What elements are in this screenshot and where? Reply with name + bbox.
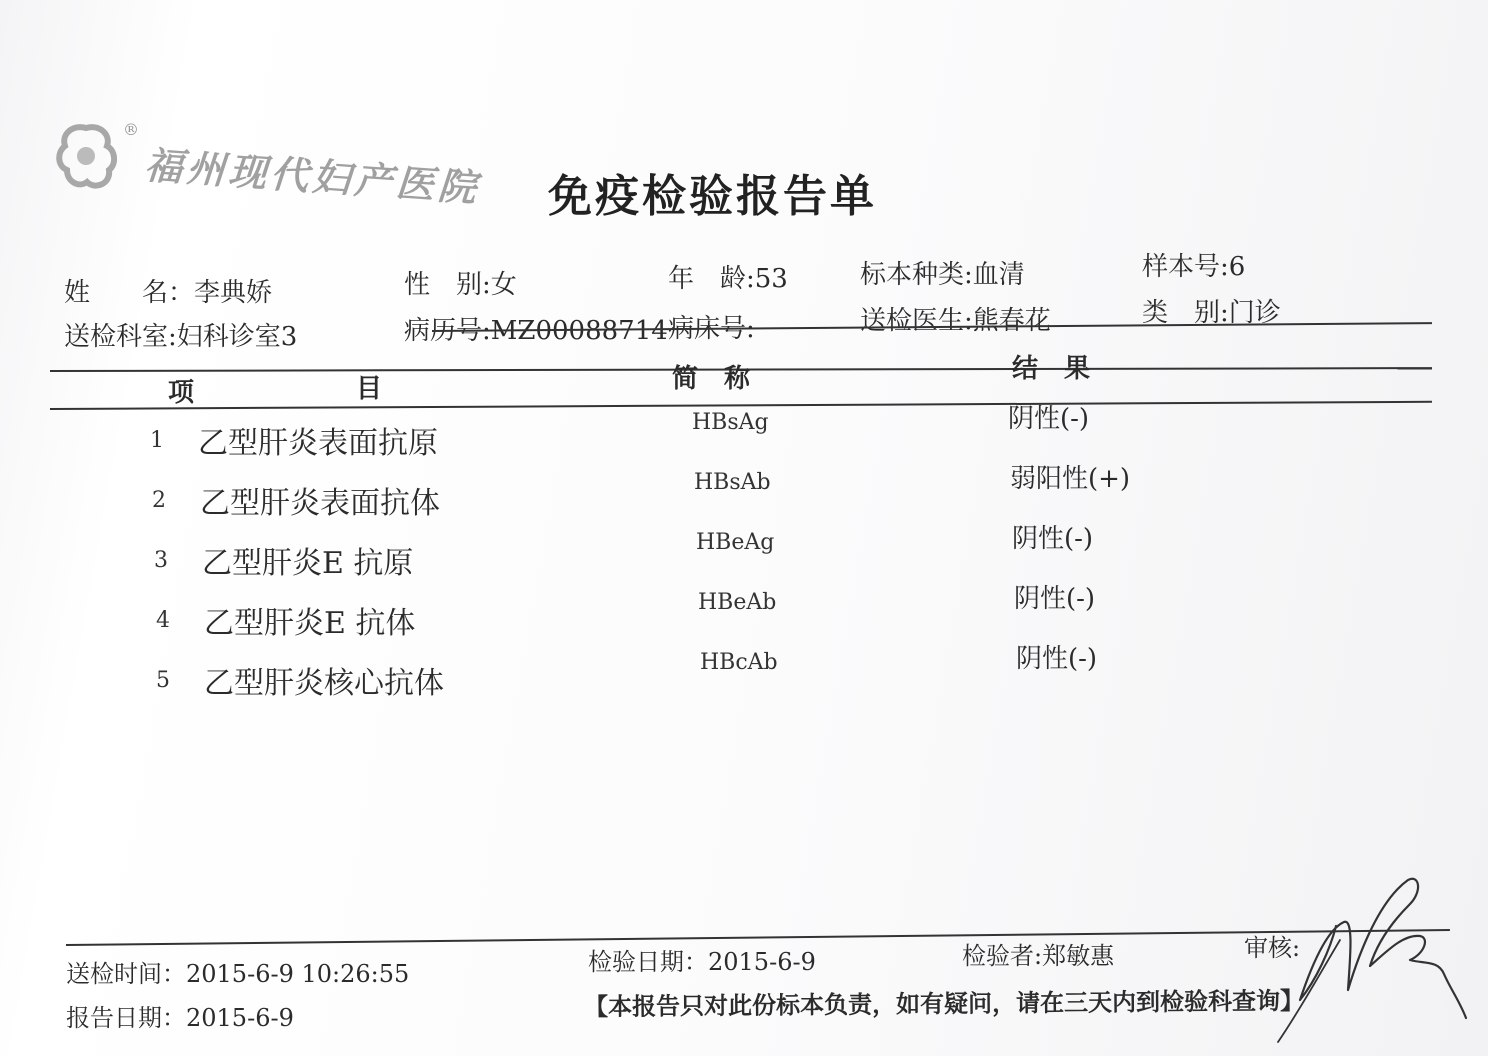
record-value: MZ00088714 <box>490 316 668 346</box>
test-date-label: 检验日期： <box>588 948 708 976</box>
row-item: 乙型肝炎E 抗原 <box>202 546 414 581</box>
dept-field <box>64 316 297 353</box>
age-field <box>668 258 788 295</box>
row-item: 乙型肝炎E 抗体 <box>204 606 416 641</box>
sample-no-field <box>1142 246 1245 283</box>
row-number: 2 <box>152 488 166 513</box>
header-abbr: 简 称 <box>672 364 751 394</box>
row-abbr: HBcAb <box>700 650 778 675</box>
specimen-label: 标本种类: <box>860 260 973 290</box>
sample-no-label: 样本号: <box>1142 252 1229 282</box>
report-date-value: 2015-6-9 <box>186 1004 294 1032</box>
reviewer-label: 审核: <box>1244 934 1301 962</box>
reviewer-signature <box>1270 870 1480 1050</box>
row-abbr: HBsAg <box>692 410 769 435</box>
category-label: 类 别: <box>1142 298 1229 328</box>
test-date-value: 2015-6-9 <box>708 948 816 976</box>
patient-name-label: 姓 名： <box>64 278 195 308</box>
age-label: 年 龄: <box>668 264 755 294</box>
row-item: 乙型肝炎表面抗原 <box>198 426 438 461</box>
row-number: 1 <box>150 428 164 453</box>
gender-label: 性 别: <box>404 270 491 300</box>
record-label: 病历号: <box>404 316 491 346</box>
category-value: 门诊 <box>1228 298 1281 328</box>
row-result: 弱阳性(+) <box>1010 464 1131 494</box>
row-abbr: HBeAg <box>696 530 775 555</box>
disclaimer-notice: 【本报告只对此份标本负责，如有疑问，请在三天内到检验科查询】 <box>583 985 1305 1022</box>
report-date-field <box>66 998 294 1033</box>
header-item-1: 项 <box>168 378 195 408</box>
report-title: 免疫检验报告单 <box>548 171 877 222</box>
header-result: 结 果 <box>1012 354 1091 384</box>
row-number: 5 <box>156 668 170 693</box>
bed-field <box>668 308 755 345</box>
gender-field <box>404 264 517 301</box>
row-number: 4 <box>156 608 170 633</box>
bed-label: 病床号: <box>668 314 755 344</box>
doctor-value: 熊春花 <box>972 306 1051 336</box>
row-item: 乙型肝炎表面抗体 <box>200 486 440 521</box>
row-abbr: HBeAb <box>698 590 777 615</box>
send-time-label: 送检时间： <box>66 960 186 988</box>
row-result: 阴性(-) <box>1014 584 1096 614</box>
row-item: 乙型肝炎核心抗体 <box>204 666 444 701</box>
row-abbr: HBsAb <box>694 470 771 495</box>
row-number: 3 <box>154 548 168 573</box>
doctor-field <box>860 300 1051 337</box>
test-date-field <box>588 942 816 977</box>
dept-label: 送检科室: <box>64 322 177 352</box>
row-result: 阴性(-) <box>1016 644 1098 674</box>
tester-field <box>962 936 1114 971</box>
hospital-logo-icon <box>55 122 117 192</box>
row-result: 阴性(-) <box>1012 524 1094 554</box>
sample-no-value: 6 <box>1228 252 1246 282</box>
doctor-label: 送检医生: <box>860 306 973 336</box>
registered-mark: ® <box>123 120 139 139</box>
specimen-field <box>860 254 1025 291</box>
tester-value: 郑敏惠 <box>1042 942 1115 970</box>
report-date-label: 报告日期： <box>66 1004 186 1032</box>
send-time-field <box>66 954 409 989</box>
row-result: 阴性(-) <box>1008 404 1090 434</box>
age-value: 53 <box>754 264 788 294</box>
tester-label: 检验者: <box>962 942 1043 970</box>
specimen-value: 血清 <box>972 260 1025 290</box>
hospital-name: 福州现代妇产医院 <box>143 142 482 211</box>
patient-name-field <box>64 272 272 309</box>
gender-value: 女 <box>490 270 517 300</box>
dept-value: 妇科诊室3 <box>176 322 298 352</box>
hospital-logo <box>55 120 482 211</box>
header-item-2: 目 <box>356 374 383 404</box>
send-time-value: 2015-6-9 10:26:55 <box>186 960 410 988</box>
patient-name: 李典娇 <box>194 278 273 308</box>
